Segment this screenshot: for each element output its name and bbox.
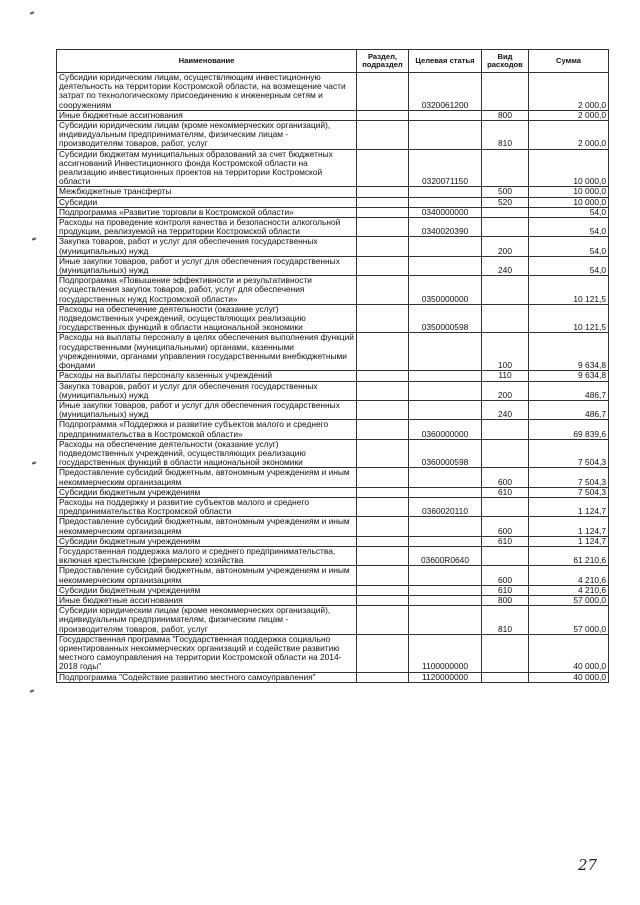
cell-section bbox=[357, 110, 409, 120]
margin-mark bbox=[30, 11, 34, 14]
cell-section bbox=[357, 371, 409, 381]
table-row bbox=[57, 566, 609, 585]
cell-name: Предоставление субсидий бюджетным, автономным учреждениям и иным некоммерческим организациям bbox=[57, 517, 357, 536]
header-name: Наименование bbox=[57, 50, 357, 73]
cell-sum: 7 504,3 bbox=[529, 439, 609, 468]
cell-type: 110 bbox=[482, 371, 529, 381]
cell-type bbox=[482, 304, 529, 333]
cell-name: Расходы на выплаты персоналу в целях обеспечения выполнения функций государственными (муниципальными) органами, казенными учреждениями, органами управления государственными внебюджетными фондами bbox=[57, 333, 357, 371]
cell-sum: 7 504,3 bbox=[529, 487, 609, 497]
cell-target: 0340000000 bbox=[409, 207, 482, 217]
cell-section bbox=[357, 207, 409, 217]
margin-mark bbox=[32, 237, 36, 240]
table-row bbox=[57, 73, 609, 111]
table-row bbox=[57, 400, 609, 419]
table-row bbox=[57, 468, 609, 487]
table-row bbox=[57, 237, 609, 256]
cell-type: 240 bbox=[482, 256, 529, 275]
cell-target: 0350000000 bbox=[409, 276, 482, 305]
cell-sum: 9 634,8 bbox=[529, 371, 609, 381]
cell-sum: 40 000,0 bbox=[529, 634, 609, 672]
table-row bbox=[57, 497, 609, 516]
cell-section bbox=[357, 468, 409, 487]
cell-target bbox=[409, 121, 482, 150]
cell-target: 0340020390 bbox=[409, 218, 482, 237]
table-row bbox=[57, 333, 609, 371]
cell-target: 0320071150 bbox=[409, 149, 482, 187]
cell-name: Подпрограмма "Содействие развитию местного самоуправления" bbox=[57, 672, 357, 682]
cell-section bbox=[357, 439, 409, 468]
cell-target: 1100000000 bbox=[409, 634, 482, 672]
cell-sum: 2 000,0 bbox=[529, 110, 609, 120]
table-row bbox=[57, 546, 609, 565]
cell-section bbox=[357, 73, 409, 111]
cell-name: Закупка товаров, работ и услуг для обеспечения государственных (муниципальных) нужд bbox=[57, 381, 357, 400]
cell-type bbox=[482, 207, 529, 217]
cell-target bbox=[409, 487, 482, 497]
cell-name: Государственная поддержка малого и среднего предпринимательства, включая крестьянские (фермерские) хозяйства bbox=[57, 546, 357, 565]
cell-section bbox=[357, 149, 409, 187]
cell-section bbox=[357, 420, 409, 439]
cell-section bbox=[357, 381, 409, 400]
cell-type: 610 bbox=[482, 487, 529, 497]
cell-name: Подпрограмма «Поддержка и развитие субъектов малого и среднего предпринимательства в Костромской области» bbox=[57, 420, 357, 439]
cell-target: 0320061200 bbox=[409, 73, 482, 111]
table-row bbox=[57, 187, 609, 197]
cell-sum: 61 210,6 bbox=[529, 546, 609, 565]
cell-sum: 9 634,8 bbox=[529, 333, 609, 371]
cell-name: Государственная программа "Государственная поддержка социально ориентированных некоммерческих организаций и содействие развитию местного самоуправления на территории Костромской области на 2014-2018 годы" bbox=[57, 634, 357, 672]
header-target: Целевая статья bbox=[409, 50, 482, 73]
cell-sum: 54,0 bbox=[529, 237, 609, 256]
cell-sum: 69 839,6 bbox=[529, 420, 609, 439]
header-section: Раздел, подраздел bbox=[357, 50, 409, 73]
cell-target: 03600R0640 bbox=[409, 546, 482, 565]
cell-section bbox=[357, 218, 409, 237]
cell-sum: 2 000,0 bbox=[529, 121, 609, 150]
cell-section bbox=[357, 256, 409, 275]
cell-sum: 54,0 bbox=[529, 207, 609, 217]
cell-section bbox=[357, 497, 409, 516]
table-row bbox=[57, 197, 609, 207]
cell-name: Предоставление субсидий бюджетным, автономным учреждениям и иным некоммерческим организациям bbox=[57, 566, 357, 585]
cell-section bbox=[357, 566, 409, 585]
cell-type bbox=[482, 73, 529, 111]
cell-type bbox=[482, 218, 529, 237]
cell-section bbox=[357, 187, 409, 197]
cell-target bbox=[409, 187, 482, 197]
cell-sum: 486,7 bbox=[529, 400, 609, 419]
cell-sum: 2 000,0 bbox=[529, 73, 609, 111]
cell-target bbox=[409, 400, 482, 419]
cell-name: Иные бюджетные ассигнования bbox=[57, 595, 357, 605]
cell-name: Субсидии bbox=[57, 197, 357, 207]
cell-name: Субсидии юридическим лицам, осуществляющим инвестиционную деятельность на территории Костромской области, на возмещение части затрат по технологическому присоединению к инженерным сетям и сооружениям bbox=[57, 73, 357, 111]
cell-target bbox=[409, 333, 482, 371]
cell-type: 600 bbox=[482, 517, 529, 536]
cell-type: 810 bbox=[482, 121, 529, 150]
cell-type: 200 bbox=[482, 237, 529, 256]
table-row bbox=[57, 536, 609, 546]
cell-type: 800 bbox=[482, 595, 529, 605]
cell-section bbox=[357, 121, 409, 150]
cell-name: Межбюджетные трансферты bbox=[57, 187, 357, 197]
cell-sum: 1 124,7 bbox=[529, 497, 609, 516]
table-row bbox=[57, 371, 609, 381]
cell-target bbox=[409, 536, 482, 546]
cell-name: Предоставление субсидий бюджетным, автономным учреждениям и иным некоммерческим организациям bbox=[57, 468, 357, 487]
cell-target: 0360000000 bbox=[409, 420, 482, 439]
cell-section bbox=[357, 585, 409, 595]
budget-table bbox=[56, 49, 609, 683]
table-row bbox=[57, 517, 609, 536]
cell-sum: 1 124,7 bbox=[529, 536, 609, 546]
cell-type: 600 bbox=[482, 468, 529, 487]
cell-sum: 10 121,5 bbox=[529, 304, 609, 333]
table-row bbox=[57, 595, 609, 605]
cell-section bbox=[357, 634, 409, 672]
cell-sum: 57 000,0 bbox=[529, 606, 609, 635]
cell-type bbox=[482, 497, 529, 516]
page-number: 27 bbox=[578, 856, 598, 874]
cell-name: Субсидии юридическим лицам (кроме некоммерческих организаций), индивидуальным предпринимателям, физическим лицам - производителям товаров, работ, услуг bbox=[57, 606, 357, 635]
table-row bbox=[57, 672, 609, 682]
cell-section bbox=[357, 400, 409, 419]
cell-type: 800 bbox=[482, 110, 529, 120]
table-row bbox=[57, 276, 609, 305]
table-row bbox=[57, 110, 609, 120]
cell-type bbox=[482, 420, 529, 439]
table-row bbox=[57, 606, 609, 635]
cell-name: Субсидии бюджетным учреждениям bbox=[57, 487, 357, 497]
cell-sum: 486,7 bbox=[529, 381, 609, 400]
table-row bbox=[57, 149, 609, 187]
cell-type bbox=[482, 546, 529, 565]
cell-target: 1120000000 bbox=[409, 672, 482, 682]
cell-target bbox=[409, 110, 482, 120]
cell-name: Закупка товаров, работ и услуг для обеспечения государственных (муниципальных) нужд bbox=[57, 237, 357, 256]
cell-target bbox=[409, 197, 482, 207]
cell-section bbox=[357, 304, 409, 333]
cell-target bbox=[409, 256, 482, 275]
cell-target bbox=[409, 237, 482, 256]
cell-type: 200 bbox=[482, 381, 529, 400]
cell-name: Расходы на обеспечение деятельности (оказание услуг) подведомственных учреждений, осуществляющих реализацию государственных функций в области национальной экономики bbox=[57, 439, 357, 468]
table-row bbox=[57, 121, 609, 150]
cell-type bbox=[482, 672, 529, 682]
cell-section bbox=[357, 595, 409, 605]
cell-target bbox=[409, 381, 482, 400]
cell-type: 100 bbox=[482, 333, 529, 371]
cell-target bbox=[409, 585, 482, 595]
cell-target bbox=[409, 606, 482, 635]
table-row bbox=[57, 585, 609, 595]
cell-sum: 54,0 bbox=[529, 256, 609, 275]
header-sum: Сумма bbox=[529, 50, 609, 73]
cell-type: 520 bbox=[482, 197, 529, 207]
cell-name: Подпрограмма «Повышение эффективности и результативности осуществления закупок товаров, работ, услуг для обеспечения государственных нужд Костромской области» bbox=[57, 276, 357, 305]
cell-sum: 4 210,6 bbox=[529, 585, 609, 595]
cell-type bbox=[482, 439, 529, 468]
cell-sum: 7 504,3 bbox=[529, 468, 609, 487]
cell-type: 500 bbox=[482, 187, 529, 197]
cell-sum: 1 124,7 bbox=[529, 517, 609, 536]
cell-target: 0360000598 bbox=[409, 439, 482, 468]
table-row bbox=[57, 218, 609, 237]
table-row bbox=[57, 420, 609, 439]
cell-name: Иные закупки товаров, работ и услуг для обеспечения государственных (муниципальных) нужд bbox=[57, 256, 357, 275]
cell-target: 0360020110 bbox=[409, 497, 482, 516]
cell-name: Иные закупки товаров, работ и услуг для обеспечения государственных (муниципальных) нужд bbox=[57, 400, 357, 419]
cell-sum: 10 000,0 bbox=[529, 187, 609, 197]
cell-name: Подпрограмма «Развитие торговли в Костромской области» bbox=[57, 207, 357, 217]
margin-mark bbox=[30, 689, 34, 692]
cell-type: 240 bbox=[482, 400, 529, 419]
cell-type: 610 bbox=[482, 536, 529, 546]
cell-sum: 54,0 bbox=[529, 218, 609, 237]
cell-sum: 57 000,0 bbox=[529, 595, 609, 605]
cell-type: 810 bbox=[482, 606, 529, 635]
cell-section bbox=[357, 546, 409, 565]
cell-type bbox=[482, 276, 529, 305]
cell-sum: 10 121,5 bbox=[529, 276, 609, 305]
cell-section bbox=[357, 606, 409, 635]
table-row bbox=[57, 207, 609, 217]
table-row bbox=[57, 487, 609, 497]
cell-sum: 10 000,0 bbox=[529, 197, 609, 207]
cell-section bbox=[357, 237, 409, 256]
cell-sum: 10 000,0 bbox=[529, 149, 609, 187]
cell-section bbox=[357, 197, 409, 207]
header-type: Вид расходов bbox=[482, 50, 529, 73]
cell-section bbox=[357, 276, 409, 305]
cell-sum: 4 210,6 bbox=[529, 566, 609, 585]
cell-name: Расходы на проведение контроля качества и безопасности алкогольной продукции, реализуемой на территории Костромской области bbox=[57, 218, 357, 237]
table-header-row bbox=[57, 50, 609, 73]
cell-target bbox=[409, 371, 482, 381]
cell-name: Расходы на выплаты персоналу казенных учреждений bbox=[57, 371, 357, 381]
table-row bbox=[57, 304, 609, 333]
cell-name: Субсидии бюджетным учреждениям bbox=[57, 585, 357, 595]
cell-section bbox=[357, 487, 409, 497]
cell-type bbox=[482, 634, 529, 672]
table-row bbox=[57, 256, 609, 275]
cell-target bbox=[409, 517, 482, 536]
cell-target: 0350000598 bbox=[409, 304, 482, 333]
cell-name: Субсидии бюджетам муниципальных образований за счет бюджетных ассигнований Инвестиционного фонда Костромской области на реализацию инвестиционных проектов на территории Костромской области bbox=[57, 149, 357, 187]
cell-target bbox=[409, 468, 482, 487]
cell-name: Субсидии бюджетным учреждениям bbox=[57, 536, 357, 546]
cell-name: Субсидии юридическим лицам (кроме некоммерческих организаций), индивидуальным предпринимателям, физическим лицам - производителям товаров, работ, услуг bbox=[57, 121, 357, 150]
cell-section bbox=[357, 672, 409, 682]
cell-section bbox=[357, 536, 409, 546]
cell-sum: 40 000,0 bbox=[529, 672, 609, 682]
cell-target bbox=[409, 566, 482, 585]
margin-mark bbox=[32, 461, 36, 464]
cell-target bbox=[409, 595, 482, 605]
cell-name: Расходы на обеспечение деятельности (оказание услуг) подведомственных учреждений, осуществляющих реализацию государственных функций в области национальной экономики bbox=[57, 304, 357, 333]
table-row bbox=[57, 634, 609, 672]
cell-name: Иные бюджетные ассигнования bbox=[57, 110, 357, 120]
cell-type: 610 bbox=[482, 585, 529, 595]
cell-name: Расходы на поддержку и развитие субъектов малого и среднего предпринимательства Костромской области bbox=[57, 497, 357, 516]
table-row bbox=[57, 439, 609, 468]
table-row bbox=[57, 381, 609, 400]
cell-section bbox=[357, 517, 409, 536]
cell-type: 600 bbox=[482, 566, 529, 585]
cell-section bbox=[357, 333, 409, 371]
cell-type bbox=[482, 149, 529, 187]
